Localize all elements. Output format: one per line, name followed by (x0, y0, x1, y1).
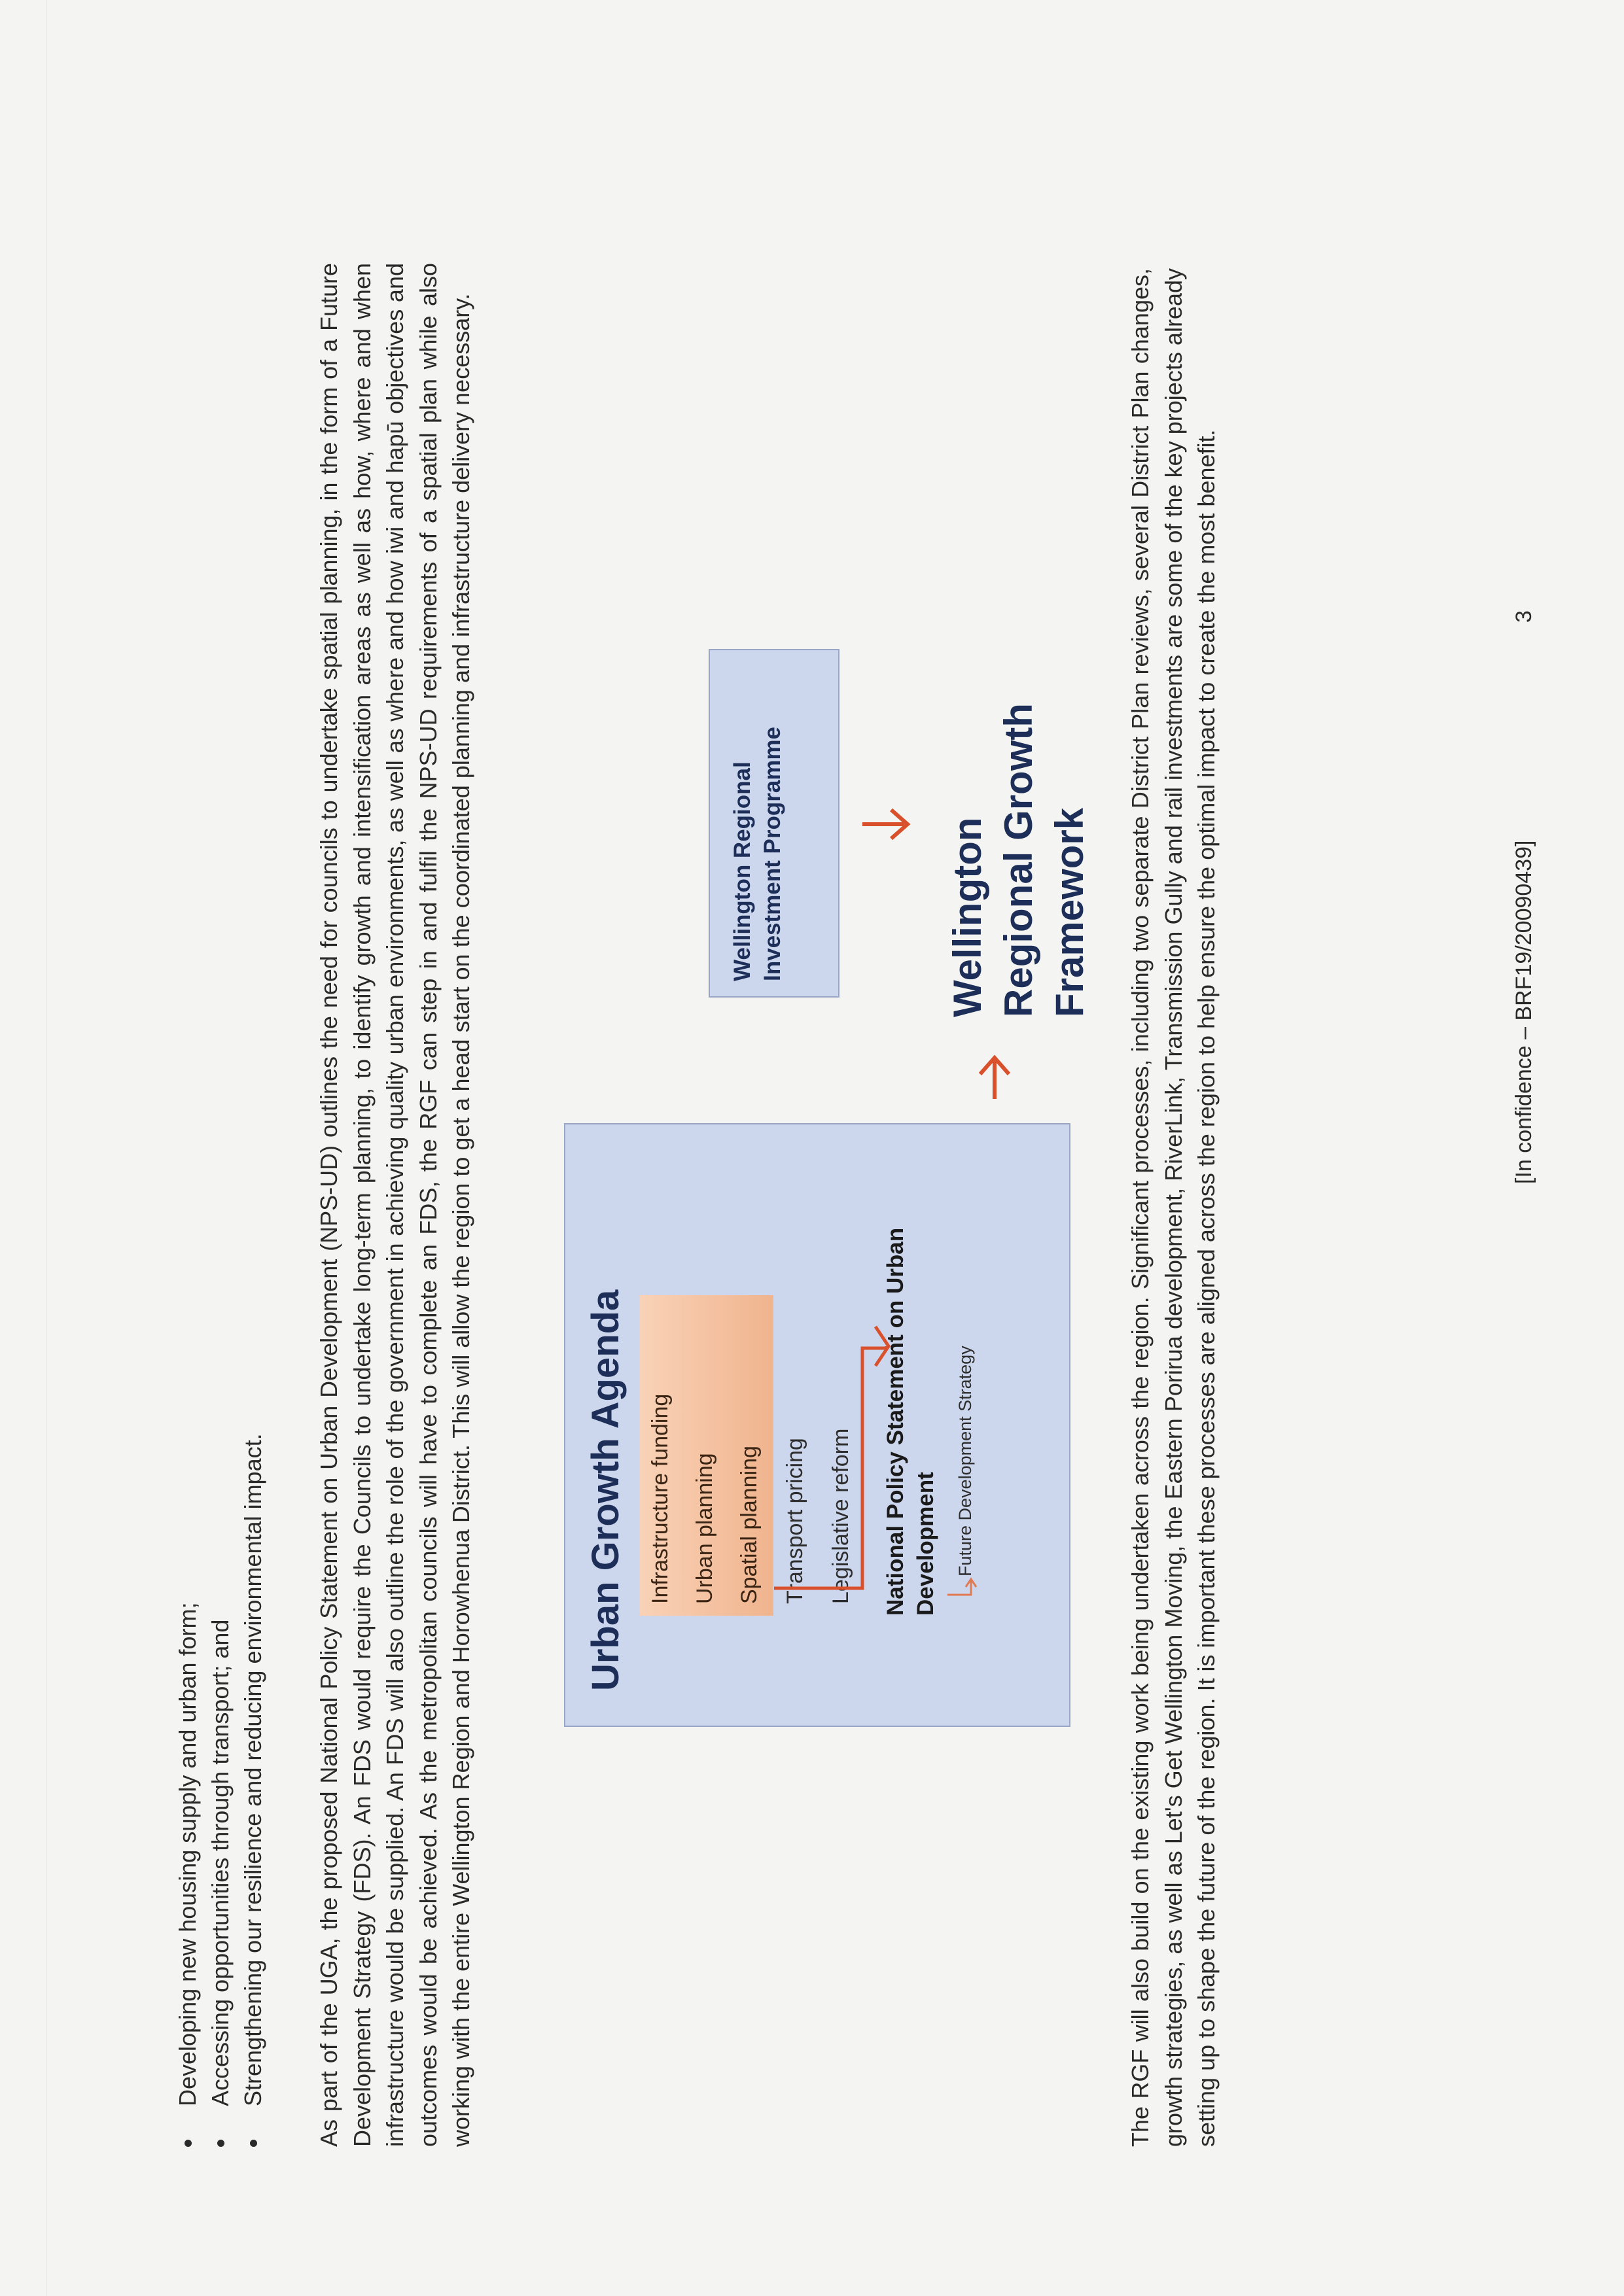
uga-item-urban-planning: Urban planning (692, 1453, 717, 1604)
bullet-text: Strengthening our resilience and reducing environmental impact. (239, 1433, 266, 2106)
wellington-growth-framework-label: Wellington Regional Growth Framework (945, 703, 1091, 1017)
urban-growth-agenda-title: Urban Growth Agenda (584, 1289, 627, 1691)
fds-arrow-icon (947, 1580, 971, 1595)
elbow-arrowhead-icon (875, 1327, 889, 1366)
uga-item-legislative-reform: Legislative reform (828, 1428, 853, 1604)
paragraph-rgf-existing-work: The RGF will also build on the existing work being undertaken across the region. Significant processes, including two separate District Plan reviews, several District Plan changes, growth strategies, as well as Let's Get Wellington Moving, the Eastern Porirua development, RiverLink, Transmission Gully and rail investments are some of the key projects already setting up to shape the future of the region. It is important these processes are aligned across the region to help ensure the optimal impact to create the most benefit. (1127, 268, 1220, 2147)
elbow-arrow-icon (774, 1346, 887, 1588)
wellington-investment-programme-label: Wellington Regional Investment Programme (730, 726, 785, 981)
bullet-text: Developing new housing supply and urban form; (174, 1602, 201, 2106)
footer-reference: [In confidence – BRF19/20090439] (1511, 840, 1536, 1184)
uga-item-spatial-planning: Spatial planning (737, 1446, 762, 1604)
paragraph-nps-ud: As part of the UGA, the proposed National Policy Statement on Urban Development (NPS-UD) outlines the need for councils to undertake spatial planning, in the form of a Future Development Strategy (FDS). An FDS would require the Councils to undertake long-term planning, to identify growth and intensification areas as well as how, where and when infrastructure would be supplied. An FDS will also outline the role of the government in achieving quality urban environments, as well as where and how iwi and hapū objectives and outcomes would be achieved. As the metropolitan councils will have to complete an FDS, the RGF can step in and fulfil the NPS-UD requirements of a spatial plan while also working with the entire Wellington Region and Horowhenua District. This will allow the region to get a head start on the coordinated planning and infrastructure delivery necessary. (315, 263, 474, 2147)
page-number: 3 (1511, 610, 1536, 623)
bullet-text: Accessing opportunities through transport; and (207, 1619, 234, 2106)
uga-item-infrastructure-funding: Infrastructure funding (648, 1393, 673, 1604)
nps-ud-label: National Policy Statement on Urban Development (883, 1227, 938, 1616)
future-development-strategy-label: Future Development Strategy (955, 1346, 975, 1576)
uga-item-transport-pricing: Transport pricing (783, 1438, 807, 1604)
